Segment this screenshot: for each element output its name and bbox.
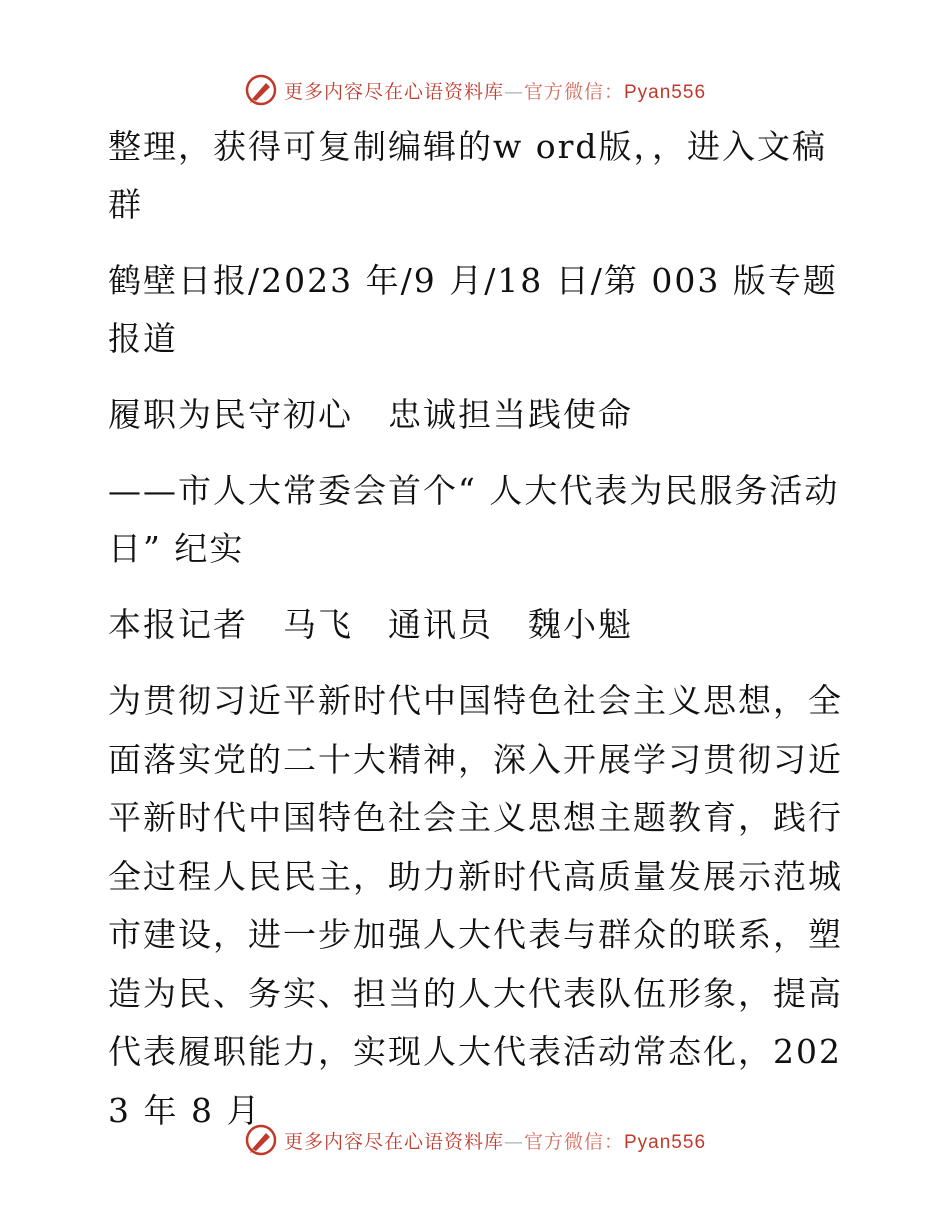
body-paragraph: 为贯彻习近平新时代中国特色社会主义思想，全面落实党的二十大精神，深入开展学习贯彻习近平新时代中国特色社会主义思想主题教育，践行全过程人民民主，助力新时代高质量发展示范城市建设，进一步加强人大代表与群众的联系，塑造为民、务实、担当的人大代表队伍形象，提高代表履职能力，实现人大代表活动常态化，2023 年 8 月 [108,681,843,1130]
pen-logo-icon [244,1123,278,1157]
watermark-dash: — [503,80,524,103]
watermark-text [284,1127,706,1154]
watermark-site: 更多内容尽在心语资料库 [283,80,504,103]
header-watermark [0,70,950,110]
watermark-code: Pyan556 [624,81,707,103]
article-title: 履职为民守初心 忠诚担当践使命 [108,395,633,434]
footer-watermark [0,1120,950,1160]
document-body [98,118,858,1140]
watermark-label: 官方微信： [523,1130,624,1153]
watermark-dash: — [503,1130,524,1153]
watermark-text [284,77,706,104]
pen-logo-icon [244,73,278,107]
watermark-site: 更多内容尽在心语资料库 [283,1130,504,1153]
watermark-label: 官方微信： [523,80,624,103]
source-line: 鹤壁日报/2023 年/9 月/18 日/第 003 版专题报道 [108,261,838,358]
intro-paragraph: 整理，获得可复制编辑的w ord版，，进入文稿群 [108,127,828,224]
article-subtitle: ——市人大常委会首个“ 人大代表为民服务活动日” 纪实 [108,471,840,568]
byline: 本报记者 马飞 通讯员 魏小魁 [108,605,633,644]
watermark-code: Pyan556 [624,1131,707,1153]
